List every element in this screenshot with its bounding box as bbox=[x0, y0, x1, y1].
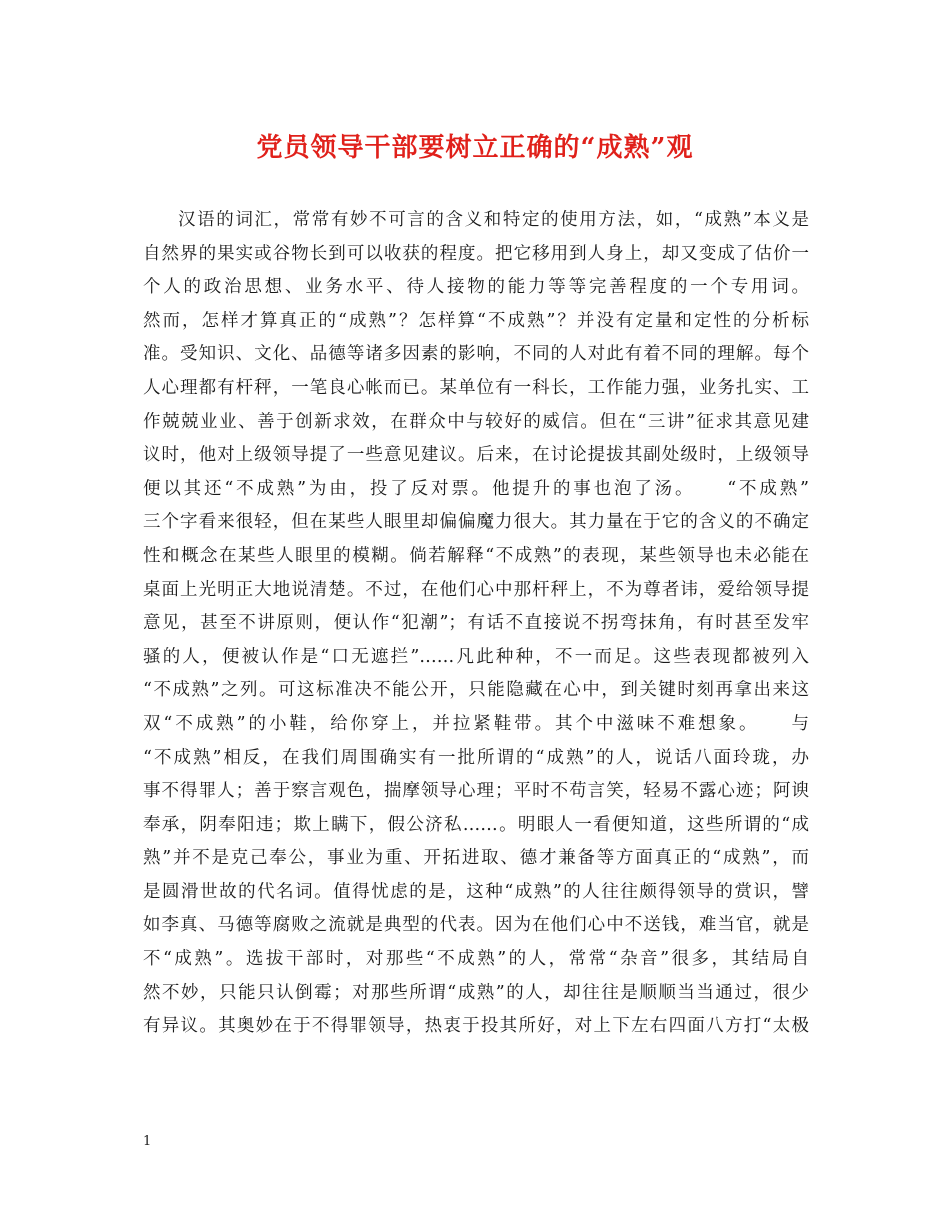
body-line: 奉承，阴奉阳违；欺上瞒下，假公济私……。明眼人一看便知道，这些所谓的“成 bbox=[143, 814, 809, 835]
body-line: 双“不成熟”的小鞋，给你穿上，并拉紧鞋带。其个中滋味不难想象。 与 bbox=[143, 713, 809, 734]
body-line: 然不妙，只能只认倒霉；对那些所谓“成熟”的人，却往往是顺顺当当通过，很少 bbox=[143, 982, 809, 1003]
body-line: 三个字看来很轻，但在某些人眼里却偏偏魔力很大。其力量在于它的含义的不确定 bbox=[143, 512, 809, 533]
body-line: “不成熟”相反，在我们周围确实有一批所谓的“成熟”的人，说话八面玲珑，办 bbox=[143, 747, 809, 768]
body-line: 便以其还“不成熟”为由，投了反对票。他提升的事也泡了汤。 “不成熟” bbox=[143, 478, 809, 499]
body-line: 意见，甚至不讲原则，便认作“犯潮”；有话不直接说不拐弯抹角，有时甚至发牢 bbox=[143, 613, 809, 634]
body-line: 人心理都有杆秤，一笔良心帐而已。某单位有一科长，工作能力强，业务扎实、工 bbox=[143, 377, 809, 398]
body-line: 自然界的果实或谷物长到可以收获的程度。把它移用到人身上，却又变成了估价一 bbox=[143, 243, 809, 264]
body-line: 不“成熟”。选拔干部时，对那些“不成熟”的人，常常“杂音”很多，其结局自 bbox=[143, 949, 809, 970]
body-line: 议时，他对上级领导提了一些意见建议。后来，在讨论提拔其副处级时，上级领导 bbox=[143, 445, 809, 466]
body-line: 作兢兢业业、善于创新求效，在群众中与较好的威信。但在“三讲”征求其意见建 bbox=[143, 411, 809, 432]
body-line: 如李真、马德等腐败之流就是典型的代表。因为在他们心中不送钱，难当官，就是 bbox=[143, 915, 809, 936]
body-line: 准。受知识、文化、品德等诸多因素的影响，不同的人对此有着不同的理解。每个 bbox=[143, 344, 809, 365]
page-number: 1 bbox=[143, 1134, 152, 1149]
body-line: 熟”并不是克己奉公，事业为重、开拓进取、德才兼备等方面真正的“成熟”，而 bbox=[143, 848, 809, 869]
body-line: 汉语的词汇，常常有妙不可言的含义和特定的使用方法，如，“成熟”本义是 bbox=[178, 210, 809, 230]
body-line: 桌面上光明正大地说清楚。不过，在他们心中那杆秤上，不为尊者讳，爱给领导提 bbox=[143, 579, 809, 600]
body-line: “不成熟”之列。可这标准决不能公开，只能隐藏在心中，到关键时刻再拿出来这 bbox=[143, 680, 809, 701]
body-line: 个人的政治思想、业务水平、待人接物的能力等等完善程度的一个专用词。 bbox=[143, 277, 809, 298]
body-line: 骚的人，便被认作是“口无遮拦”……凡此种种，不一而足。这些表现都被列入 bbox=[143, 646, 809, 667]
body-line: 然而，怎样才算真正的“成熟”？怎样算“不成熟”？并没有定量和定性的分析标 bbox=[143, 310, 809, 331]
body-line: 有异议。其奥妙在于不得罪领导，热衷于投其所好，对上下左右四面八方打“太极 bbox=[143, 1016, 809, 1037]
document-title: 党员领导干部要树立正确的“成熟”观 bbox=[256, 133, 694, 163]
body-line: 事不得罪人；善于察言观色，揣摩领导心理；平时不苟言笑，轻易不露心迹；阿谀 bbox=[143, 781, 809, 802]
body-line: 是圆滑世故的代名词。值得忧虑的是，这种“成熟”的人往往颇得领导的赏识，譬 bbox=[143, 881, 809, 902]
body-line: 性和概念在某些人眼里的模糊。倘若解释“不成熟”的表现，某些领导也未必能在 bbox=[143, 545, 809, 566]
document-body bbox=[143, 204, 809, 1044]
